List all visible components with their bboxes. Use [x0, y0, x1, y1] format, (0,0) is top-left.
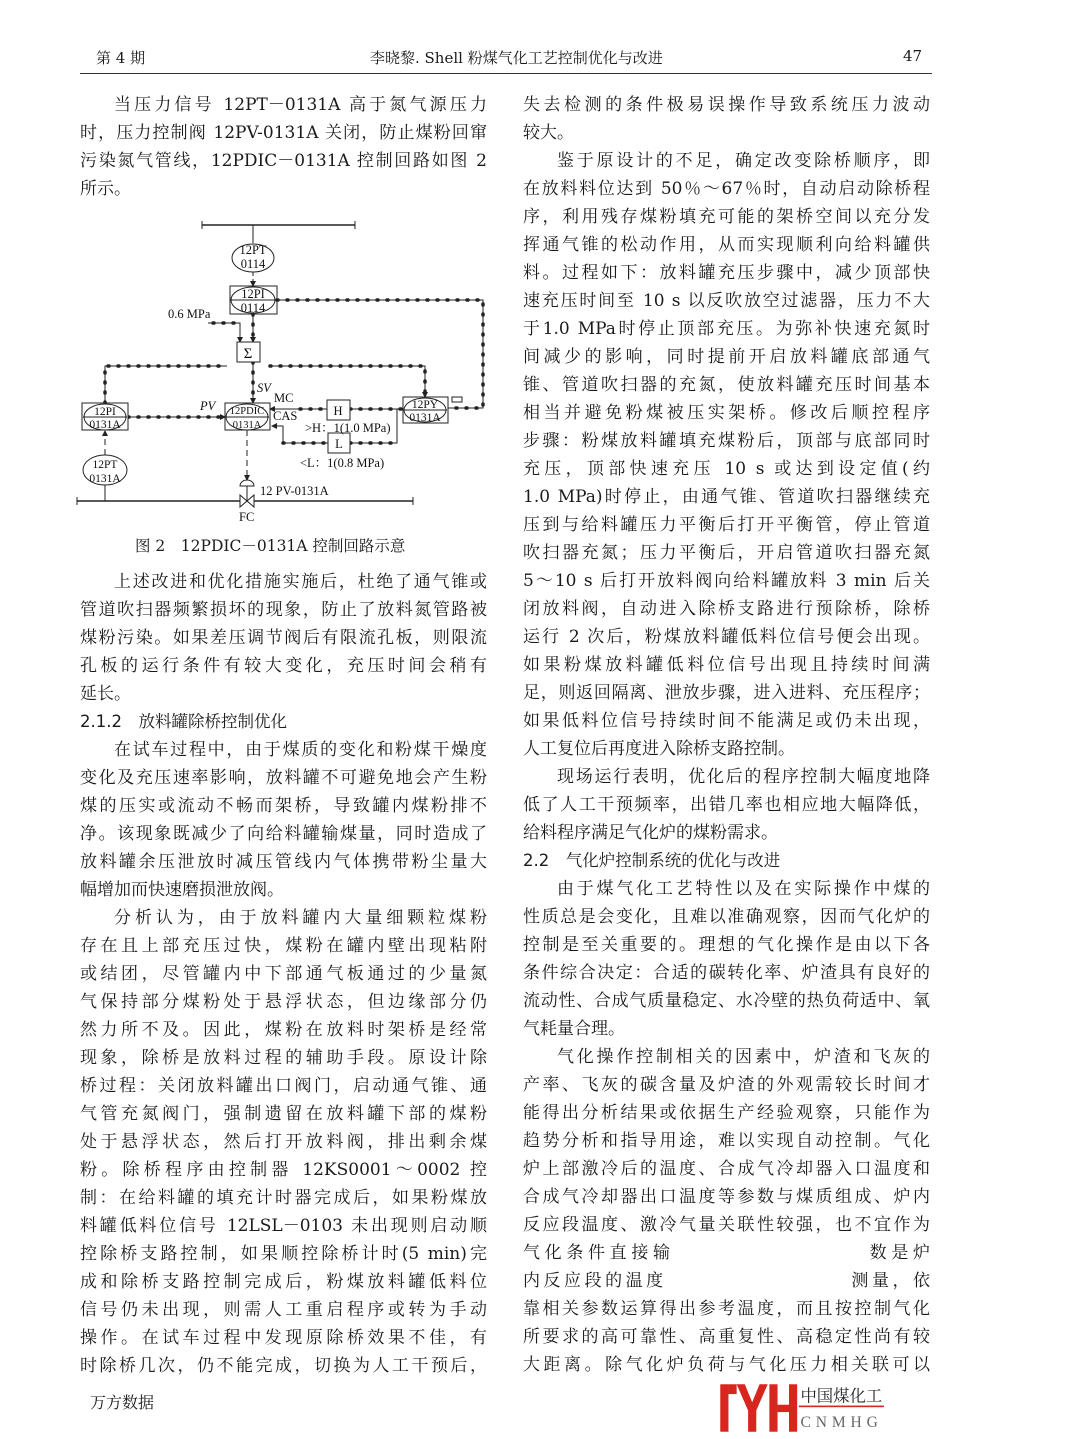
left-column-bottom [80, 568, 487, 1380]
text-line: 成和除桥支路控制完成后，粉煤放料罐低料位 [80, 1272, 487, 1292]
label: Σ [243, 346, 253, 362]
cnmhg-logo-icon [700, 1381, 905, 1435]
label: PV [200, 399, 216, 413]
text-line: 管道吹扫器频繁损坏的现象，防止了放料氮管路被 [80, 600, 487, 620]
watermark-logo [700, 1381, 905, 1435]
text-line: 较大。 [523, 123, 574, 143]
label: 0114 [240, 301, 266, 315]
label: CAS [273, 409, 298, 423]
section-heading [80, 708, 487, 736]
label: 0131A [89, 473, 121, 485]
heading-text: 2.1.2 放料罐除桥控制优化 [80, 712, 287, 731]
text-line: 延长。 [80, 684, 131, 704]
text-line: 序，利用残存煤粉填充可能的架桥空间以充分发 [523, 207, 930, 227]
right-column [523, 91, 930, 1379]
text-line: 足，则返回隔离、泄放步骤，进入进料、充压程序； [523, 683, 930, 703]
text-line: 挥通气锥的松动作用，从而实现顺利向给料罐供 [523, 235, 930, 255]
text-line: 气耗量合理。 [523, 1019, 625, 1039]
text-line: 给料程序满足气化炉的煤粉需求。 [523, 823, 778, 843]
text-line: 运行 2 次后，粉煤放料罐低料位信号便会出现。 [523, 627, 930, 647]
label: 0131A [89, 419, 121, 431]
text-line: 时，压力控制阀 12PV-0131A 关闭，防止煤粉回窜 [80, 123, 487, 143]
label: >H：1(1.0 MPa) [305, 421, 391, 435]
label: SV [257, 381, 271, 395]
text-line: 锥、管道吹扫器的充氮，使放料罐充压时间基本 [523, 375, 930, 395]
text-line: 如果粉煤放料罐低料位信号出现且持续时间满 [523, 655, 930, 675]
text-line: 煤粉污染。如果差压调节阀后有限流孔板，则限流 [80, 628, 487, 648]
label: 0114 [240, 257, 266, 271]
text-line: 所示。 [80, 179, 131, 199]
text-line: 5～10 s 后打开放料阀向给料罐放料 3 min 后关 [523, 571, 930, 591]
text-line: 能得出分析结果或依据生产经验观察，只能作为 [523, 1103, 930, 1123]
text-line: 料。过程如下：放料罐充压步骤中，减少顶部快 [523, 263, 930, 283]
text-line: 信号仍未出现，则需人工重启程序或转为手动 [80, 1300, 487, 1320]
text-line: 于1.0 MPa时停止顶部充压。为弥补快速充氮时 [523, 319, 930, 339]
text-line: 人工复位后再度进入除桥支路控制。 [523, 739, 795, 759]
text-line: 条件综合决定：合适的碳转化率、炉渣具有良好的 [523, 963, 930, 983]
text-line: 当压力信号 12PT－0131A 高于氮气源压力 [114, 95, 487, 115]
text-line: 内反应段的温度 测量，依 [523, 1271, 930, 1291]
label: 0131A [232, 420, 262, 431]
text-line: 低了人工干预频率，出错几率也相应地大幅降低， [523, 795, 930, 815]
label: <L：1(0.8 MPa) [300, 456, 385, 470]
paragraph [80, 736, 487, 904]
text-line: 上述改进和优化措施实施后，杜绝了通气锥或 [114, 572, 487, 592]
label: 12PI [94, 406, 116, 418]
label: FC [239, 510, 255, 524]
text-line: 放料罐余压泄放时减压管线内气体携带粉尘量大 [80, 852, 487, 872]
text-line: 污染氮气管线，12PDIC－0131A 控制回路如图 2 [80, 151, 487, 171]
section-heading [523, 847, 930, 875]
paragraph [523, 91, 930, 147]
text-line: 粉。除桥程序由控制器 12KS0001～0002 控 [80, 1160, 487, 1180]
footer-source: 万方数据 [90, 1393, 155, 1412]
text-line: 失去检测的条件极易误操作导致系统压力波动 [523, 95, 930, 115]
text-line: 气保持部分煤粉处于悬浮状态，但边缘部分仍 [80, 992, 487, 1012]
text-line: 制：在给料罐的填充计时器完成后，如果粉煤放 [80, 1188, 487, 1208]
heading-text: 2.2 气化炉控制系统的优化与改进 [523, 851, 781, 870]
text-line: 在放料料位达到 50％～67％时，自动启动除桥程 [523, 179, 930, 199]
text-line: 操作。在试车过程中发现原除桥效果不佳，有 [80, 1328, 487, 1348]
text-line: 控除桥支路控制，如果顺控除桥计时(5 min)完 [80, 1244, 487, 1264]
text-line: 性质总是会变化，且难以准确观察，因而气化炉的 [523, 907, 930, 927]
text-line: 由于煤气化工艺特性以及在实际操作中煤的 [557, 879, 930, 899]
text-line: 存在且上部充压过快，煤粉在罐内壁出现粘附 [80, 936, 487, 956]
text-line: 现场运行表明，优化后的程序控制大幅度地降 [557, 767, 930, 787]
text-line: 流动性、合成气质量稳定、水冷壁的热负荷适中、氧 [523, 991, 930, 1011]
text-line: 大距离。除气化炉负荷与气化压力相关联可以 [523, 1355, 930, 1375]
text-line: 孔板的运行条件有较大变化，充压时间会稍有 [80, 656, 487, 676]
label: H [333, 404, 343, 418]
text-line: 压到与给料罐压力平衡后打开平衡管，停止管道 [523, 515, 930, 535]
text-line: 幅增加而快速磨损泄放阀。 [80, 880, 284, 900]
text-line: 煤的压实或流动不畅而架桥，导致罐内煤粉排不 [80, 796, 487, 816]
paragraph [523, 763, 930, 847]
text-line: 或结团，尽管罐内中下部通气板通过的少量氮 [80, 964, 487, 984]
text-line: 靠相关参数运算得出参考温度，而且按控制气化 [523, 1299, 930, 1319]
text-line: 净。该现象既减少了向给料罐输煤量，同时造成了 [80, 824, 487, 844]
text-line: 相当并避免粉煤被压实架桥。修改后顺控程序 [523, 403, 930, 423]
paragraph [523, 147, 930, 763]
text-line: 桥过程：关闭放料罐出口阀门，启动通气锥、通 [80, 1076, 487, 1096]
text-line: 充压，顶部快速充压 10 s 或达到设定值(约 [523, 459, 930, 479]
label: MC [274, 391, 294, 405]
running-title: 李晓黎. Shell 粉煤气化工艺控制优化与改进 [370, 49, 663, 67]
paragraph [523, 1043, 930, 1379]
text-line: 闭放料阀，自动进入除桥支路进行预除桥，除桥 [523, 599, 930, 619]
text-line: 气化条件直接输 数是炉 [523, 1243, 930, 1263]
label: 12PI [241, 287, 265, 301]
text-line: 鉴于原设计的不足，确定改变除桥顺序，即 [557, 151, 930, 171]
text-line: 产率、飞灰的碳含量及炉渣的外观需较长时间才 [523, 1075, 930, 1095]
text-line: 炉上部激冷后的温度、合成气冷却器入口温度和 [523, 1159, 930, 1179]
text-line: 速充压时间至 10 s 以反吹放空过滤器，压力不大 [523, 291, 930, 311]
label: 12 PV-0131A [260, 484, 329, 498]
text-line: 分析认为，由于放料罐内大量细颗粒煤粉 [114, 908, 487, 928]
label: 12PT [239, 243, 267, 257]
text-line: 变化及充压速率影响，放料罐不可避免地会产生粉 [80, 768, 487, 788]
text-line: 气管充氮阀门，强制遗留在放料罐下部的煤粉 [80, 1104, 487, 1124]
label: 0.6 MPa [168, 307, 211, 321]
text-line: 吹扫器充氮；压力平衡后，开启管道吹扫器充氮 [523, 543, 930, 563]
text-line: 料罐低料位信号 12LSL－0103 未出现则启动顺 [80, 1216, 487, 1236]
text-line: 如果低料位信号持续时间不能满足或仍未出现， [523, 711, 930, 731]
text-line: 反应段温度、激冷气量关联性较强，也不宜作为 [523, 1215, 930, 1235]
text-line: 然力所不及。因此，煤粉在放料时架桥是经常 [80, 1020, 487, 1040]
label: 0131A [409, 412, 441, 424]
logo-en-text: CNMHG [800, 1413, 883, 1431]
text-line: 趋势分析和指导用途，难以实现自动控制。气化 [523, 1131, 930, 1151]
text-line: 所要求的高可靠性、高重复性、高稳定性尚有较 [523, 1327, 930, 1347]
text-line: 处于悬浮状态，然后打开放料阀，排出剩余煤 [80, 1132, 487, 1152]
text-line: 合成气冷却器出口温度等参数与煤质组成、炉内 [523, 1187, 930, 1207]
text-line: 间减少的影响，同时提前开启放料罐底部通气 [523, 347, 930, 367]
text-line: 控制是至关重要的。理想的气化操作是由以下各 [523, 935, 930, 955]
text-line: 1.0 MPa)时停止，由通气锥、管道吹扫器继续充 [523, 487, 930, 507]
paragraph [80, 568, 487, 708]
text-line: 时除桥几次，仍不能完成，切换为人工干预后， [80, 1356, 487, 1376]
label: 12PY [411, 399, 439, 411]
logo-cn-text: 中国煤化工 [800, 1386, 883, 1406]
label: L [335, 437, 343, 451]
paragraph [80, 904, 487, 1380]
text-line: 气化操作控制相关的因素中，炉渣和飞灰的 [557, 1047, 930, 1067]
paragraph [523, 875, 930, 1043]
text-line: 现象，除桥是放料过程的辅助手段。原设计除 [80, 1048, 487, 1068]
text-line: 在试车过程中，由于煤质的变化和粉煤干燥度 [114, 740, 487, 760]
label: 12PT [92, 459, 118, 471]
label: 12PDIC [229, 406, 265, 417]
page-number: 47 [903, 47, 923, 65]
figure-caption: 图 2 12PDIC－0131A 控制回路示意 [135, 537, 406, 555]
issue-number: 第 4 期 [96, 49, 146, 67]
text-line: 步骤：粉煤放料罐填充煤粉后，顶部与底部同时 [523, 431, 930, 451]
